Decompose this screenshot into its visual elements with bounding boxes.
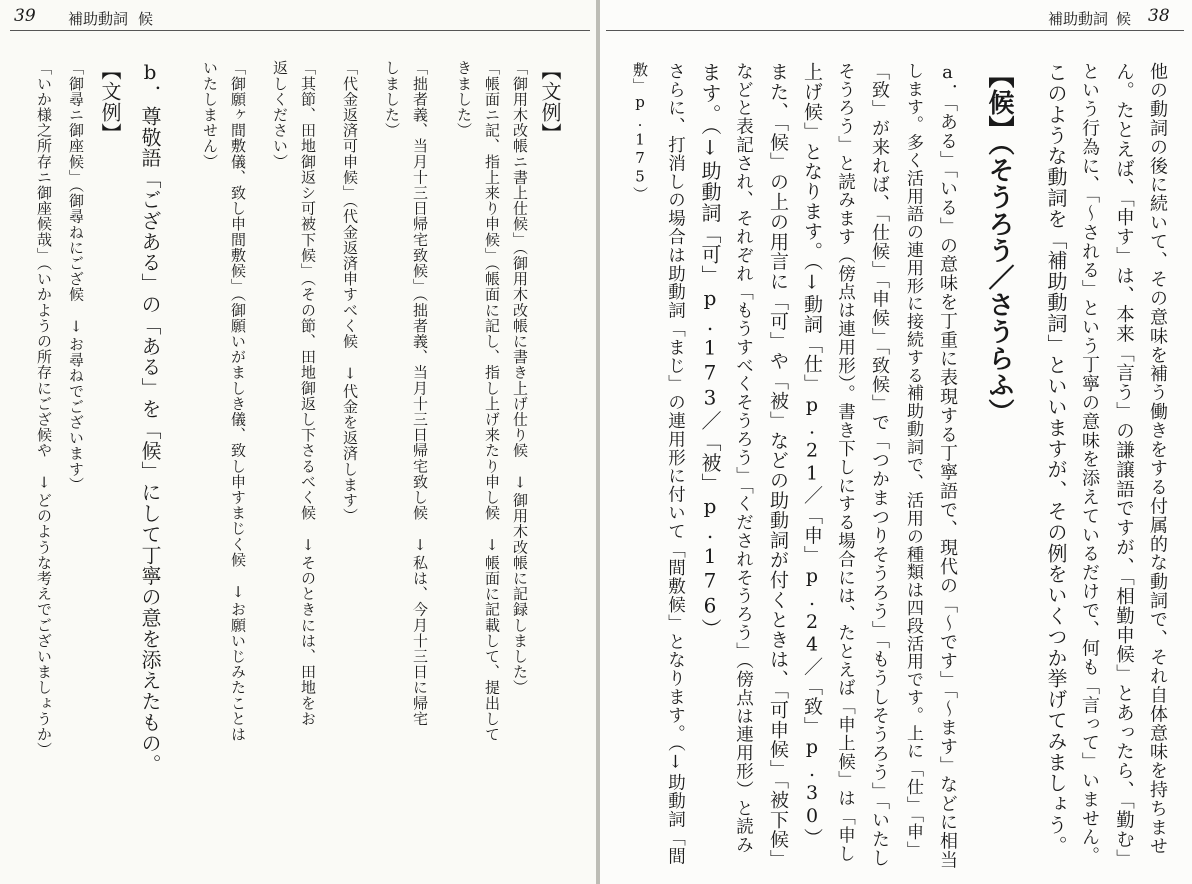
body-column: a．「ある」「いる」の意味を丁重に表現する丁寧語で、現代の「～です」「～ます」などに相当 — [937, 62, 958, 870]
body-column: 「拙者義、当月十三日帰宅致候」（拙者義、当月十三日帰宅致し候 ↓私は、今月十三日に帰宅 — [411, 60, 429, 727]
running-header-title: 補助動詞 — [68, 10, 129, 28]
page-number: 38 — [1148, 6, 1170, 26]
body-column: いたしません） — [201, 60, 219, 170]
header-rule — [10, 30, 590, 31]
right-page — [600, 0, 1192, 884]
body-column: という行為に、「～される」という丁寧の意味を添えているだけで、何も「言って」いません。 — [1079, 62, 1100, 866]
section-heading: 【候】（そうろう／さうらふ） — [984, 62, 1014, 426]
body-column: さらに、打消しの場合は助動詞「まじ」の連用形に付いて「間敷候」となります。（↓助動詞「間 — [665, 62, 686, 866]
body-column: 敷」p.175） — [631, 62, 649, 202]
body-column: などと表記され、それぞれ「もうすべくそうろう」「くだされそうろう」（傍点は連用形）と読み — [733, 62, 754, 855]
body-column: 「帳面ニ記、指上来り申候」（帳面に記し、指し上げ来たり申し候 ↓帳面に記載して、提出して — [483, 60, 501, 742]
running-header-sub: 候 — [1116, 10, 1132, 28]
body-column: 「御願ヶ間敷儀、致し申間敷候」（御願いがましき儀、致し申すまじく候 ↓お願いじみたことは — [229, 60, 247, 742]
header-rule — [606, 30, 1184, 31]
running-header-sub: 候 — [138, 10, 154, 28]
body-column: b．尊敬語「ござある」の「ある」を「候」にして丁寧の意を添えたもの。 — [138, 60, 162, 775]
running-header-title: 補助動詞 — [1048, 10, 1109, 28]
body-column: 他の動詞の後に続いて、その意味を補う働きをする付属的な動詞で、それ自体意味を持ちませ — [1147, 62, 1168, 856]
body-column: 「御尋ニ御座候」（御尋ねにござ候 ↓お尋ねでございます） — [67, 60, 85, 493]
body-column: 返しください） — [271, 60, 289, 170]
body-column: 「御用木改帳ニ書上仕候」（御用木改帳に書き上げ仕り候 ↓御用木改帳に記録しました） — [511, 60, 529, 696]
body-column: 上げ候」となります。（↓動詞「仕」p.21／「申」p.24／「致」p.30） — [801, 62, 823, 848]
body-column: きました） — [455, 60, 473, 138]
example-heading: 【文例】 — [98, 60, 122, 144]
body-column: します。多く活用語の連用形に接続する補助動詞で、活用の種類は四段活用です。上に「仕」「申」 — [903, 62, 923, 859]
body-column: そうろう」と読みます（傍点は連用形）。書き下しにする場合には、たとえば「申上候」は「申し — [835, 62, 856, 863]
body-column: ん。たとえば、「申す」は、本来「言う」の謙譲語ですが、「相勤申候」とあったら、「勤む」 — [1113, 62, 1135, 869]
page-number: 39 — [14, 6, 36, 26]
body-column: しました） — [383, 60, 401, 138]
body-column: ます。（↓助動詞「可」p.173／「被」p.176） — [698, 62, 722, 640]
body-column: また、「候」の上の用言に「可」や「被」などの助動詞が付くときは、「可申候」「被下候」 — [767, 62, 789, 870]
body-column: 「いか様之所存ニ御座候哉」（いかようの所存にござ候や ↓どのような考えでございましょうか） — [35, 60, 53, 758]
body-column: 「致」が来れば、「仕候」「申候」「致候」で「つかまつりそうろう」「もうしそうろう」「いたし — [869, 62, 890, 868]
body-column: 「代金返済可申候」（代金返済申すべく候 ↓代金を返済します） — [341, 60, 359, 524]
body-column: このような動詞を「補助動詞」といいますが、その例をいくつか挙げてみましょう。 — [1044, 62, 1068, 857]
body-column: 「其節、田地御返シ可被下候」（その節、田地御返し下さるべく候 ↓そのときには、田地をお — [299, 60, 317, 727]
example-heading: 【文例】 — [538, 60, 562, 144]
